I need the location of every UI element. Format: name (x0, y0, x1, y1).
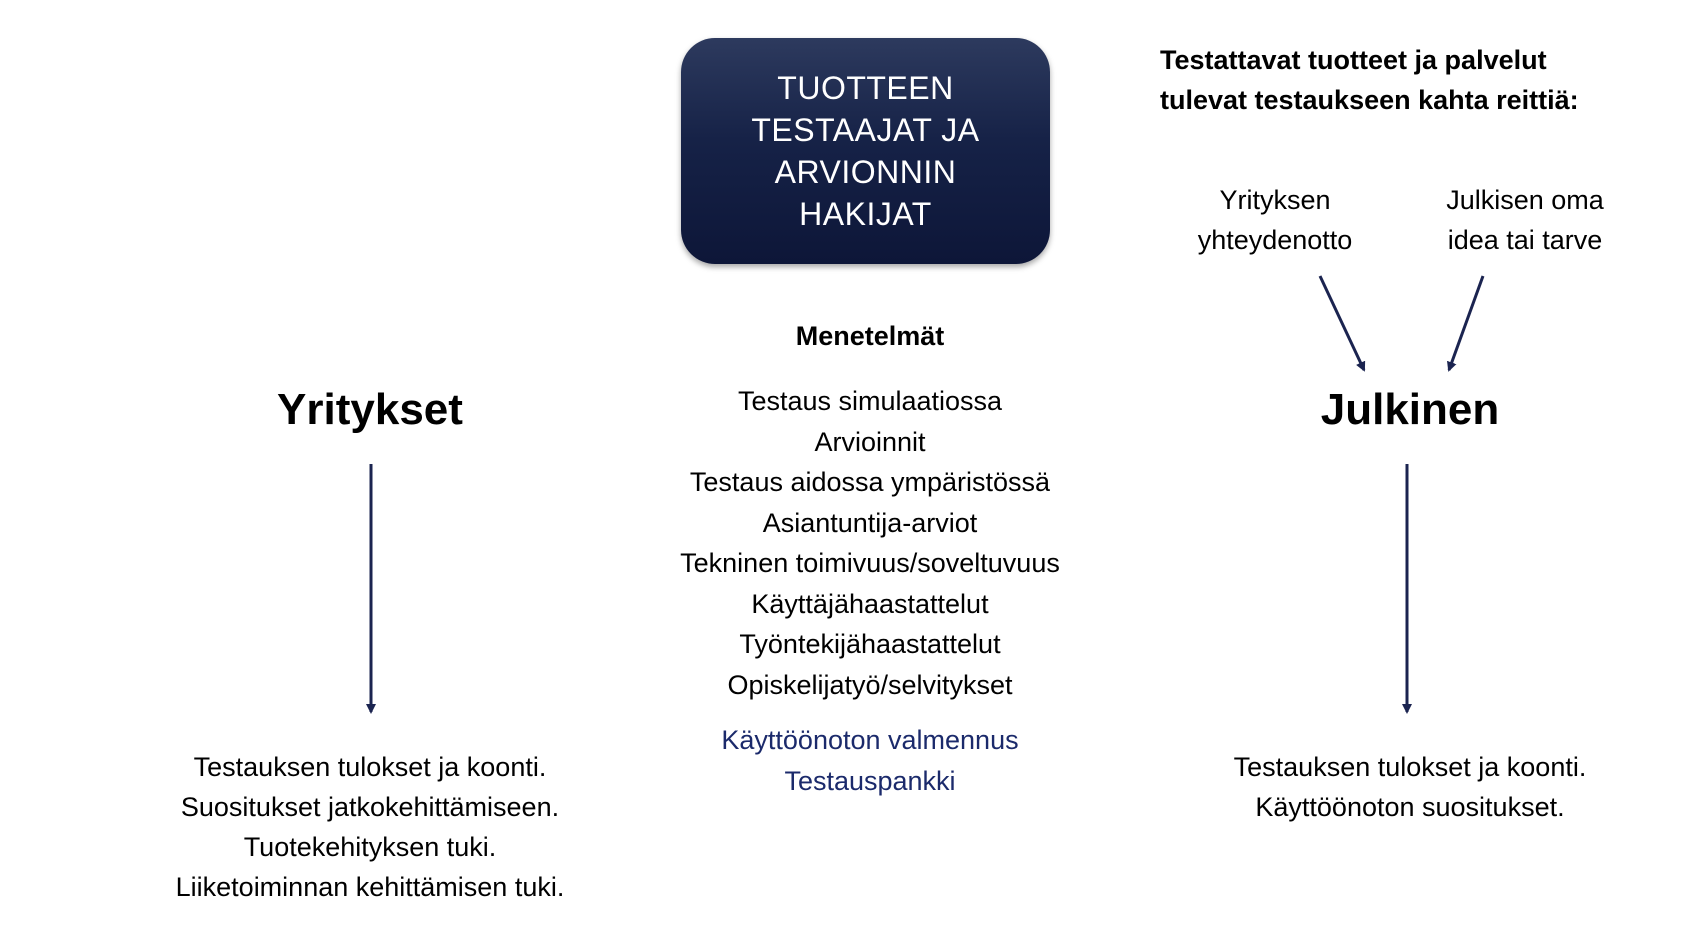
public-idea-line: idea tai tarve (1447, 225, 1603, 255)
methods-heading: Menetelmät (795, 321, 945, 351)
public-label: Julkinen (1320, 385, 1500, 434)
methods-extras (600, 720, 1140, 801)
method-item: Asiantuntija-arviot (762, 507, 978, 538)
title-line: TESTAAJAT JA (751, 112, 980, 148)
title-line: TUOTTEEN (777, 70, 954, 106)
companies-result-item: Tuotekehityksen tuki. (243, 832, 497, 862)
companies-result-item: Suositukset jatkokehittämiseen. (180, 792, 560, 822)
title-box (681, 38, 1050, 264)
public-result-item: Käyttöönoton suositukset. (1255, 792, 1565, 822)
extra-item: Testauspankki (784, 765, 956, 796)
method-item: Opiskelijatyö/selvitykset (727, 669, 1013, 700)
extra-item: Käyttöönoton valmennus (721, 725, 1019, 755)
companies-label: Yritykset (277, 385, 463, 434)
companies-result-item: Liiketoiminnan kehittämisen tuki. (175, 872, 565, 902)
public-result-item: Testauksen tulokset ja koonti. (1233, 752, 1587, 782)
routes-heading-line: tulevat testaukseen kahta reittiä: (1160, 85, 1579, 115)
method-item: Testaus aidossa ympäristössä (689, 467, 1051, 497)
title-box-text (706, 67, 1026, 235)
public-results (1150, 747, 1670, 827)
method-item: Testaus simulaatiossa (737, 386, 1003, 416)
title-line: HAKIJAT (799, 196, 932, 232)
company-contact-line: yhteydenotto (1197, 225, 1353, 255)
companies-result-item: Testauksen tulokset ja koonti. (193, 752, 547, 782)
public-idea-arrow (1449, 276, 1483, 370)
routes-heading (1160, 40, 1700, 120)
method-item: Arvioinnit (814, 426, 926, 457)
companies-results (110, 747, 630, 907)
method-item: Käyttäjähaastattelut (751, 588, 989, 619)
routes-heading-line: Testattavat tuotteet ja palvelut (1160, 45, 1547, 75)
company-contact-line: Yrityksen (1219, 185, 1331, 215)
method-item: Työntekijähaastattelut (739, 629, 1001, 659)
method-item: Tekninen toimivuus/soveltuvuus (680, 548, 1060, 578)
company-contact-route (1160, 180, 1390, 260)
company-contact-arrow (1320, 276, 1364, 370)
public-idea-line: Julkisen oma (1446, 185, 1604, 215)
title-line: ARVIONNIN (774, 154, 957, 190)
methods-list (600, 381, 1140, 705)
public-idea-route (1405, 180, 1645, 260)
